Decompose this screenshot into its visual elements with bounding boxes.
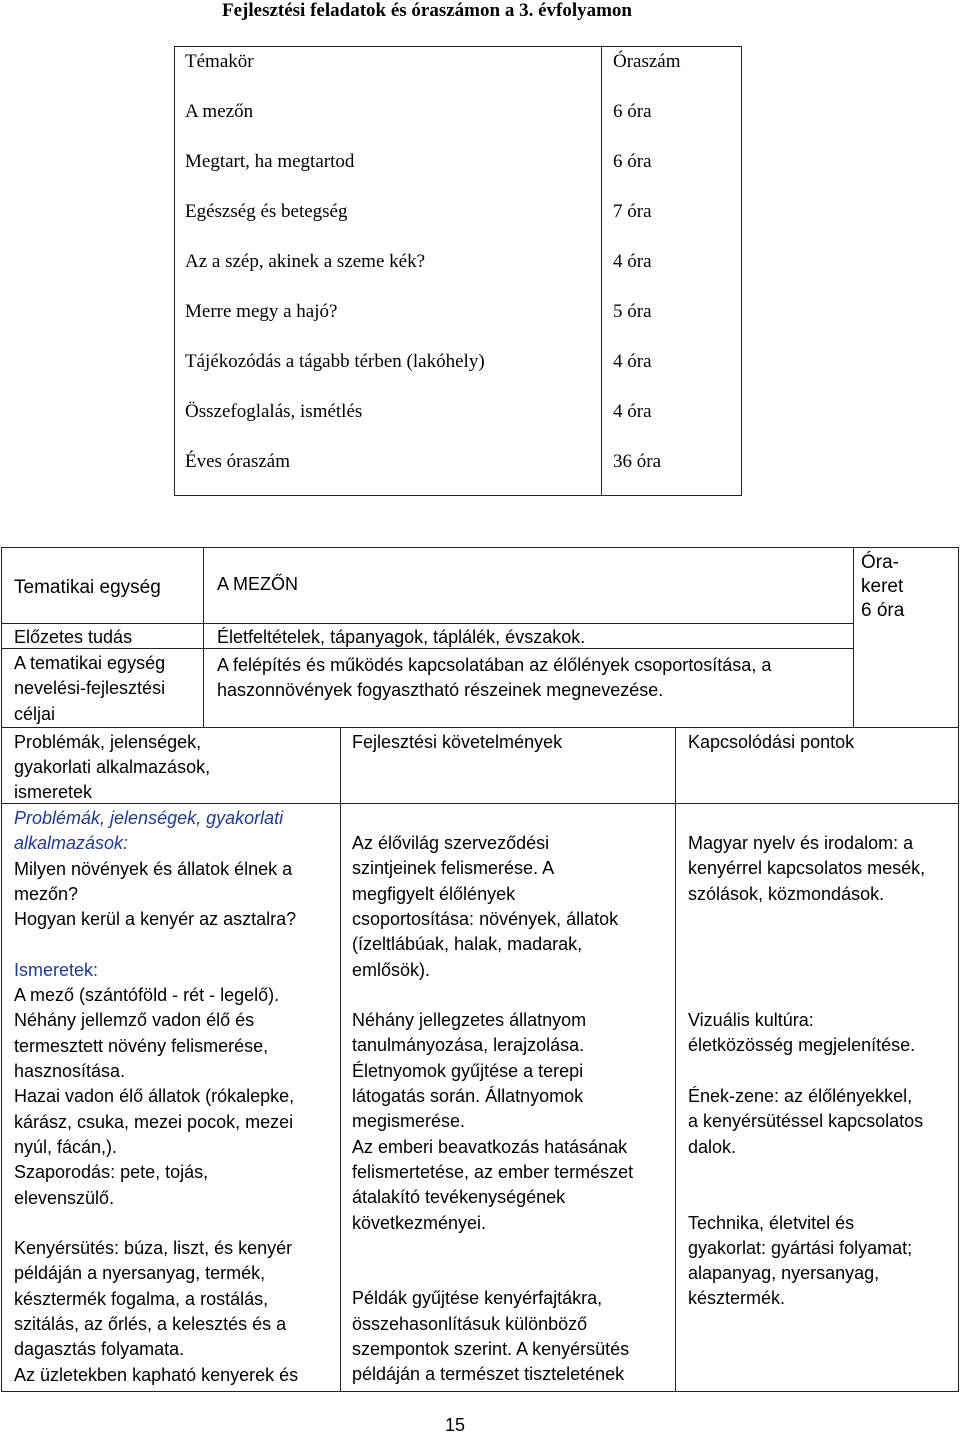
- col2-header: Fejlesztési követelmények: [352, 732, 563, 752]
- table-row: [175, 347, 741, 397]
- col3-line: életközösség megjelenítése.: [688, 1035, 916, 1056]
- column-divider: [675, 727, 676, 1392]
- col1-line: alkalmazások:: [14, 833, 129, 854]
- col2-line: felismertetése, az ember természet: [352, 1161, 634, 1182]
- col2-line: megfigyelt élőlények: [352, 883, 516, 904]
- col2-line: átalakító tevékenységének: [352, 1187, 566, 1208]
- hours-table: [174, 46, 742, 496]
- row-topic: A mezőn: [185, 101, 254, 122]
- col1-line: elevenszülő.: [14, 1187, 115, 1208]
- table-row: [175, 297, 741, 347]
- col2-line: szintjeinek felismerése. A: [352, 858, 555, 879]
- row-hours: 6 óra: [613, 151, 652, 172]
- col1-line: Az üzletekben kapható kenyerek és: [14, 1364, 299, 1385]
- col1-line: Hogyan kerül a kenyér az asztalra?: [14, 909, 297, 930]
- col2-line: szempontok szerint. A kenyérsütés: [352, 1339, 630, 1359]
- table-row: [175, 397, 741, 447]
- hours-value: 6 óra: [861, 600, 905, 621]
- prior-knowledge-label: Előzetes tudás: [14, 627, 133, 647]
- row-topic: Megtart, ha megtartod: [185, 151, 355, 172]
- col2-line: emlősök).: [352, 959, 431, 980]
- col1-line: példáján a nyersanyag, termék,: [14, 1263, 266, 1284]
- col1-line: mezőn?: [14, 883, 79, 904]
- col3-line: dalok.: [688, 1136, 737, 1157]
- row-topic: Összefoglalás, ismétlés: [185, 401, 363, 422]
- row-hours: 5 óra: [613, 301, 652, 322]
- hours-label-1: Óra-: [861, 552, 899, 573]
- col3-line: gyakorlat: gyártási folyamat;: [688, 1237, 913, 1258]
- col3-line: késztermék.: [688, 1288, 786, 1309]
- col1-line: Szaporodás: pete, tojás,: [14, 1162, 209, 1183]
- col1-line: Milyen növények és állatok élnek a: [14, 858, 293, 879]
- prior-knowledge-text: Életfeltételek, tápanyagok, táplálék, évszakok.: [217, 627, 586, 647]
- col1-header-line: ismeretek: [14, 782, 93, 802]
- col2-line: Néhány jellegzetes állatnyom: [352, 1010, 587, 1031]
- hours-label-2: keret: [861, 576, 904, 597]
- row-divider: [1, 727, 959, 728]
- col3-line: Magyar nyelv és irodalom: a: [688, 833, 914, 853]
- table-header-row: [175, 47, 741, 97]
- col3-line: a kenyérsütéssel kapcsolatos: [688, 1111, 924, 1132]
- col1-line: hasznosítása.: [14, 1061, 126, 1081]
- column-divider: [203, 547, 204, 727]
- row-topic: Egészség és betegség: [185, 201, 348, 222]
- row-hours: 6 óra: [613, 101, 652, 122]
- row-hours: 7 óra: [613, 201, 652, 222]
- col2-line: Az emberi beavatkozás hatásának: [352, 1136, 628, 1157]
- row-topic: Az a szép, akinek a szeme kék?: [185, 251, 426, 272]
- col1-header-line: Problémák, jelenségek,: [14, 732, 202, 752]
- col1-header-line: gyakorlati alkalmazások,: [14, 757, 211, 777]
- col2-line: következményei.: [352, 1212, 487, 1233]
- column-divider: [340, 727, 341, 1392]
- unit-label: Tematikai egység: [14, 577, 161, 598]
- header-hours: Óraszám: [613, 51, 681, 72]
- col1-line: szitálás, az őrlés, a kelesztés és a: [14, 1314, 287, 1334]
- header-topic: Témakör: [185, 51, 254, 72]
- goals-label-line: A tematikai egység: [14, 653, 166, 673]
- col2-line: megismerése.: [352, 1111, 466, 1132]
- goals-label-line: céljai: [14, 704, 56, 724]
- col2-line: tanulmányozása, lerajzolása.: [352, 1035, 585, 1056]
- row-topic: Éves óraszám: [185, 451, 290, 472]
- col2-line: példáján a természet tiszteletének: [352, 1364, 625, 1385]
- col2-line: csoportosítása: növények, állatok: [352, 908, 619, 929]
- col3-line: Technika, életvitel és: [688, 1212, 855, 1233]
- col1-line: termesztett növény felismerése,: [14, 1035, 269, 1056]
- col1-line: Problémák, jelenségek, gyakorlati: [14, 808, 284, 828]
- col1-line: Hazai vadon élő állatok (rókalepke,: [14, 1086, 295, 1107]
- col1-line: Ismeretek:: [14, 959, 99, 980]
- col3-line: alapanyag, nyersanyag,: [688, 1263, 880, 1284]
- col3-line: Ének-zene: az élőlényekkel,: [688, 1086, 913, 1106]
- table-row-total: [175, 447, 741, 497]
- col1-line: Néhány jellemző vadon élő és: [14, 1010, 255, 1031]
- col2-line: Példák gyűjtése kenyérfajtákra,: [352, 1288, 603, 1309]
- document-title: Fejlesztési feladatok és óraszámon a 3. évfolyamon: [222, 0, 633, 21]
- goals-text-line: haszonnövények fogyasztható részeinek megnevezése.: [217, 680, 664, 700]
- row-hours: 4 óra: [613, 351, 652, 372]
- col2-line: Az élővilág szerveződési: [352, 833, 550, 853]
- goals-text-line: A felépítés és működés kapcsolatában az élőlények csoportosítása, a: [217, 655, 772, 675]
- row-divider: [1, 623, 853, 624]
- col1-line: nyúl, fácán,).: [14, 1136, 118, 1157]
- col3-line: szólások, közmondások.: [688, 883, 885, 904]
- col2-line: összehasonlításuk különböző: [352, 1313, 588, 1334]
- unit-name: A MEZŐN: [217, 574, 299, 594]
- goals-label-line: nevelési-fejlesztési: [14, 678, 166, 698]
- col3-line: kenyérrel kapcsolatos mesék,: [688, 858, 926, 879]
- col3-line: Vizuális kultúra:: [688, 1010, 814, 1031]
- col1-line: A mező (szántóföld - rét - legelő).: [14, 985, 280, 1006]
- col1-line: dagasztás folyamata.: [14, 1339, 185, 1360]
- col2-line: (ízeltlábúak, halak, madarak,: [352, 934, 583, 955]
- table-row: [175, 197, 741, 247]
- column-divider: [853, 547, 854, 727]
- row-divider: [1, 803, 959, 804]
- row-hours: 36 óra: [613, 451, 662, 472]
- table-row: [175, 97, 741, 147]
- row-hours: 4 óra: [613, 251, 652, 272]
- row-topic: Merre megy a hajó?: [185, 301, 338, 322]
- row-hours: 4 óra: [613, 401, 652, 422]
- page-number: 15: [445, 1415, 466, 1435]
- row-topic: Tájékozódás a tágabb térben (lakóhely): [185, 351, 485, 372]
- col3-header: Kapcsolódási pontok: [688, 732, 855, 752]
- col1-line: késztermék fogalma, a rostálás,: [14, 1288, 269, 1309]
- table-row: [175, 147, 741, 197]
- col2-line: Életnyomok gyűjtése a terepi: [352, 1060, 584, 1081]
- table-row: [175, 247, 741, 297]
- col1-line: kárász, csuka, mezei pocok, mezei: [14, 1111, 294, 1132]
- col2-line: látogatás során. Állatnyomok: [352, 1086, 584, 1106]
- col1-line: Kenyérsütés: búza, liszt, és kenyér: [14, 1238, 293, 1259]
